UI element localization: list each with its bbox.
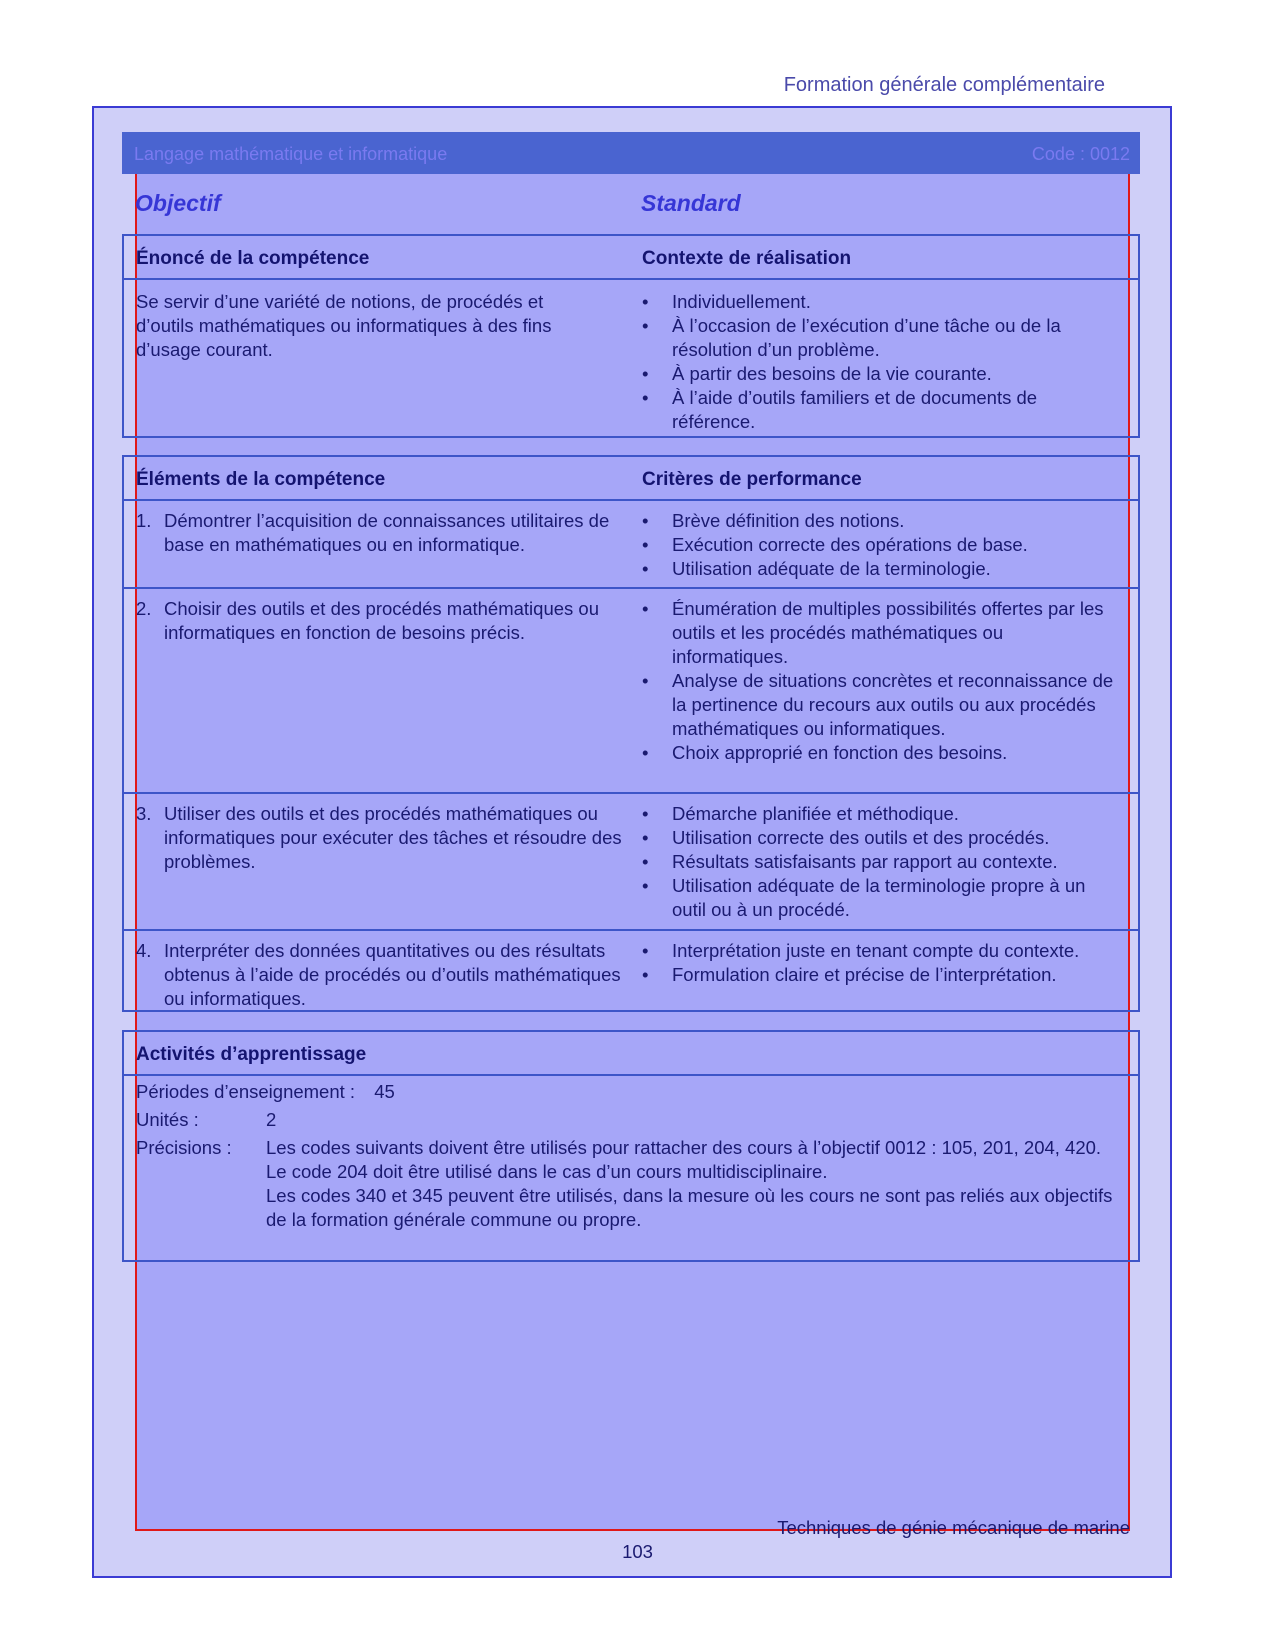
criteria-list [642, 509, 1122, 581]
detail-line: Les codes 340 et 345 peuvent être utilisés, dans la mesure où les cours ne sont pas reliés aux objectifs de la formation générale commune ou propre. [266, 1185, 1113, 1230]
competence-statement: Se servir d’une variété de notions, de procédés et d’outils mathématiques ou informatiques à des fins d’usage courant. [136, 291, 552, 360]
element-row-3 [124, 792, 1138, 929]
list-item: • À partir des besoins de la vie courante. [642, 362, 1122, 386]
periods-value: 45 [374, 1081, 395, 1102]
statement-header: Énoncé de la compétence [136, 248, 370, 269]
elements-header [124, 457, 1138, 501]
list-item: • Brève définition des notions. [642, 509, 1122, 533]
periods-label: Périodes d’enseignement : [136, 1081, 356, 1102]
list-item: • Résultats satisfaisants par rapport au contexte. [642, 850, 1122, 874]
list-item: • Choix approprié en fonction des besoins. [642, 741, 1122, 765]
page-number: 103 [622, 1541, 653, 1562]
list-item: • Interprétation juste en tenant compte du contexte. [642, 939, 1122, 963]
course-header-bar [122, 132, 1140, 174]
list-item: • Énumération de multiples possibilités offertes par les outils et les procédés mathématiques ou informatiques. [642, 597, 1122, 669]
activities-section [122, 1030, 1140, 1262]
list-item: • Formulation claire et précise de l’interprétation. [642, 963, 1122, 987]
list-item: • À l’aide d’outils familiers et de documents de référence. [642, 386, 1122, 434]
context-list [642, 290, 1122, 434]
list-item: • À l’occasion de l’exécution d’une tâche ou de la résolution d’un problème. [642, 314, 1122, 362]
criteria-list [642, 597, 1122, 765]
units-label: Unités : [136, 1109, 199, 1130]
competence-section [122, 234, 1140, 438]
course-code: Code : 0012 [1031, 144, 1130, 164]
details-label: Précisions : [136, 1137, 232, 1158]
element-text [136, 597, 626, 645]
elements-header-label: Éléments de la compétence [136, 469, 386, 490]
course-title: Langage mathématique et informatique [134, 144, 448, 164]
criteria-list [642, 802, 1122, 922]
element-row-2 [124, 587, 1138, 792]
element-number: 2. [136, 598, 152, 619]
criteria-list [642, 939, 1122, 987]
element-description: Démontrer l’acquisition de connaissances utilitaires de base en mathématiques ou en informatique. [164, 510, 610, 555]
objective-title: Objectif [135, 190, 221, 216]
element-row-1 [124, 501, 1138, 587]
activities-header-label: Activités d’apprentissage [136, 1044, 367, 1065]
element-description: Utiliser des outils et des procédés mathématiques ou informatiques pour exécuter des tâches et résoudre des problèmes. [164, 803, 622, 872]
detail-line: Les codes suivants doivent être utilisés pour rattacher des cours à l’objectif 0012 : 105, 201, 204, 420. [266, 1137, 1102, 1158]
list-item: • Individuellement. [642, 290, 1122, 314]
criteria-header-label: Critères de performance [642, 469, 862, 490]
element-description: Interpréter des données quantitatives ou des résultats obtenus à l’aide de procédés ou d’outils mathématiques ou informatiques. [164, 940, 621, 1009]
activities-header [124, 1032, 1138, 1076]
element-text [136, 939, 626, 1011]
elements-section [122, 455, 1140, 1012]
element-row-4 [124, 929, 1138, 1013]
list-item: • Utilisation adéquate de la terminologie propre à un outil ou à un procédé. [642, 874, 1122, 922]
detail-line: Le code 204 doit être utilisé dans le cas d’un cours multidisciplinaire. [266, 1161, 828, 1182]
element-text [136, 509, 626, 557]
program-label: Formation générale complémentaire [783, 74, 1105, 96]
context-header: Contexte de réalisation [642, 248, 852, 269]
units-line [136, 1108, 1116, 1132]
list-item: • Utilisation adéquate de la terminologie. [642, 557, 1122, 581]
periods-line [136, 1080, 1116, 1104]
element-number: 3. [136, 803, 152, 824]
list-item: • Exécution correcte des opérations de base. [642, 533, 1122, 557]
element-text [136, 802, 626, 874]
list-item: • Démarche planifiée et méthodique. [642, 802, 1122, 826]
list-item: • Analyse de situations concrètes et reconnaissance de la pertinence du recours aux outils ou aux procédés mathématiques ou informatiques. [642, 669, 1122, 741]
element-number: 1. [136, 510, 152, 531]
competence-header [124, 236, 1138, 280]
units-value: 2 [266, 1109, 277, 1130]
footer-program: Techniques de génie mécanique de marine [777, 1517, 1130, 1538]
competence-row [124, 280, 1138, 438]
list-item: • Utilisation correcte des outils et des procédés. [642, 826, 1122, 850]
element-number: 4. [136, 940, 152, 961]
element-description: Choisir des outils et des procédés mathématiques ou informatiques en fonction de besoins précis. [164, 598, 599, 643]
details-text [266, 1136, 1124, 1232]
standard-title: Standard [641, 190, 741, 216]
